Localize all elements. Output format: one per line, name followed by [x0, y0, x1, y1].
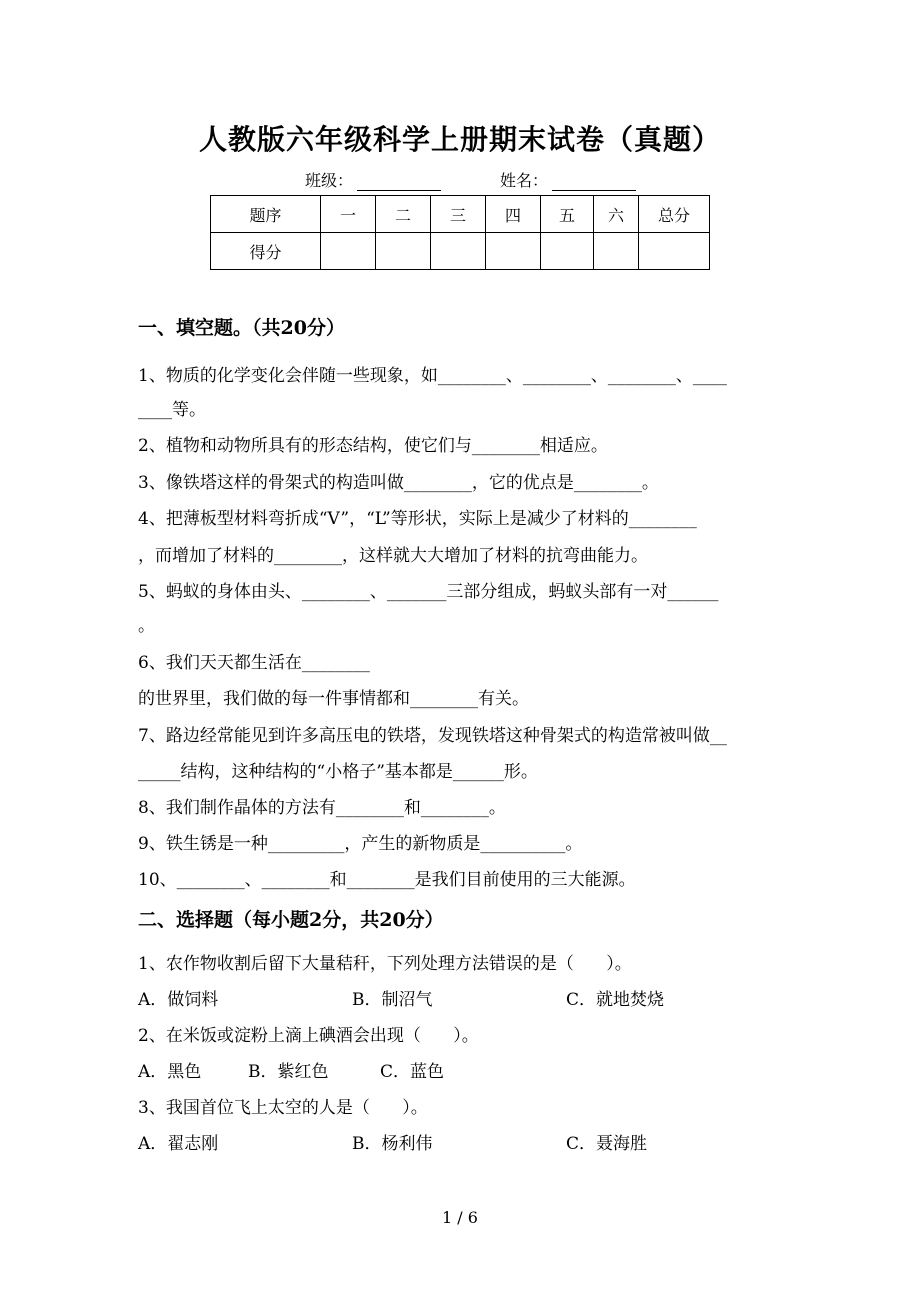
table-cell: 五 — [541, 196, 594, 233]
table-cell — [431, 233, 486, 270]
table-cell — [541, 233, 594, 270]
table-cell: 二 — [376, 196, 431, 233]
name-field — [500, 168, 636, 191]
question-line: 6、我们天天都生活在________ — [138, 653, 370, 673]
option: B．制沼气 — [352, 990, 433, 1010]
table-cell — [639, 233, 710, 270]
question-line: 9、铁生锈是一种_________，产生的新物质是__________。 — [138, 834, 583, 854]
class-field — [305, 168, 441, 191]
table-cell: 题序 — [211, 196, 321, 233]
question-line: 2、植物和动物所具有的形态结构，使它们与________相适应。 — [138, 436, 608, 456]
question-line: ，而增加了材料的________，这样就大大增加了材料的抗弯曲能力。 — [138, 546, 648, 566]
table-cell: 四 — [486, 196, 541, 233]
section2-heading: 二、选择题（每小题2分，共20分） — [138, 909, 444, 931]
option: C．蓝色 — [380, 1062, 445, 1082]
option: A．黑色 — [138, 1062, 202, 1082]
table-cell: 得分 — [211, 233, 321, 270]
question-line: 5、蚂蚁的身体由头、________、_______三部分组成，蚂蚁头部有一对______ — [138, 582, 719, 602]
option: B．紫红色 — [248, 1062, 329, 1082]
table-cell: 六 — [594, 196, 639, 233]
question-line: 10、________、________和________是我们目前使用的三大能源。 — [138, 870, 636, 890]
table-cell — [486, 233, 541, 270]
name-label: 姓名： — [500, 171, 549, 190]
question-line: ____等。 — [138, 400, 206, 420]
question-line: _____结构，这种结构的“小格子”基本都是______形。 — [138, 762, 538, 782]
page-number: 1 / 6 — [442, 1208, 478, 1227]
question-line: 2、在米饭或淀粉上滴上碘酒会出现（ ）。 — [138, 1026, 479, 1046]
question-line: 3、像铁塔这样的骨架式的构造叫做________，它的优点是________。 — [138, 473, 659, 493]
class-label: 班级： — [305, 171, 354, 190]
score-table-header — [211, 196, 710, 233]
page-title: 人教版六年级科学上册期末试卷（真题） — [198, 123, 721, 156]
option: B．杨利伟 — [352, 1134, 433, 1154]
option: A．翟志刚 — [138, 1134, 219, 1154]
table-cell — [321, 233, 376, 270]
table-cell: 总分 — [639, 196, 710, 233]
class-blank — [357, 174, 441, 191]
section1-heading: 一、填空题。（共20分） — [138, 317, 345, 339]
score-row — [211, 233, 710, 270]
name-blank — [552, 174, 636, 191]
table-cell: 三 — [431, 196, 486, 233]
question-line: 的世界里，我们做的每一件事情都和________有关。 — [138, 689, 529, 709]
table-cell — [376, 233, 431, 270]
question-line: 1、物质的化学变化会伴随一些现象，如________、________、________、____ — [138, 366, 727, 386]
option: A．做饲料 — [138, 990, 219, 1010]
table-cell — [594, 233, 639, 270]
table-cell: 一 — [321, 196, 376, 233]
question-line: 4、把薄板型材料弯折成“V”，“L”等形状，实际上是减少了材料的________ — [138, 509, 697, 529]
question-line: 1、农作物收割后留下大量秸秆，下列处理方法错误的是（ ）。 — [138, 954, 632, 974]
question-line: 3、我国首位飞上太空的人是（ ）。 — [138, 1098, 428, 1118]
option: C．就地焚烧 — [566, 990, 665, 1010]
question-line: 8、我们制作晶体的方法有________和________。 — [138, 798, 506, 818]
question-line: 。 — [138, 616, 155, 636]
question-line: 7、路边经常能见到许多高压电的铁塔，发现铁塔这种骨架式的构造常被叫做__ — [138, 726, 727, 746]
score-table — [210, 195, 710, 270]
option: C．聂海胜 — [566, 1134, 648, 1154]
